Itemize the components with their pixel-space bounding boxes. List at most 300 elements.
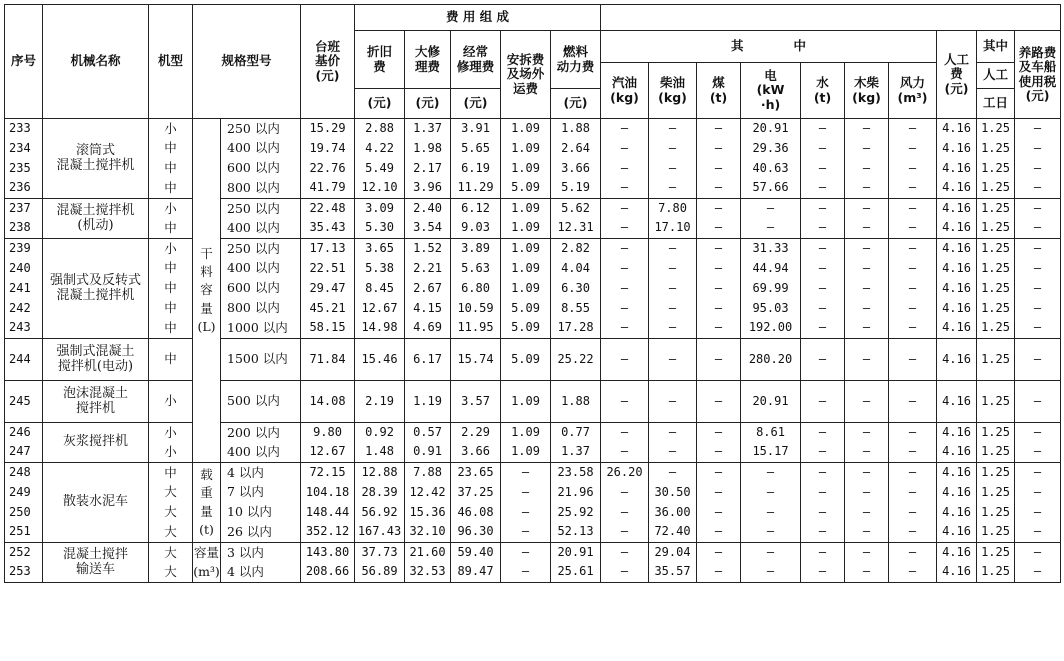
row-seq: 250 xyxy=(5,503,43,523)
cell-fuel: 5.19 xyxy=(551,179,601,199)
cell-mnt: 9.03 xyxy=(451,219,501,239)
cell-mnt: 6.80 xyxy=(451,279,501,299)
machine-name-line: 输送车 xyxy=(75,561,115,577)
table-row xyxy=(5,159,1061,179)
cell-dsl: — xyxy=(649,159,697,179)
header-line: 煤 xyxy=(712,75,725,91)
cell-base: 71.84 xyxy=(301,339,355,381)
cell-dsl: — xyxy=(649,179,697,199)
cell-wd: 1.25 xyxy=(977,299,1015,319)
machine-model: 大 xyxy=(149,543,193,563)
header-line: 燃料 xyxy=(563,44,589,60)
cell-elec: 192.00 xyxy=(741,319,801,339)
machine-model: 中 xyxy=(149,279,193,299)
cell-ovh: 1.52 xyxy=(405,239,451,259)
machine-name-line: (机动) xyxy=(77,217,114,233)
spec-value: 400 以内 xyxy=(221,219,301,239)
cell-wd: 1.25 xyxy=(977,503,1015,523)
cell-fuel: 1.88 xyxy=(551,381,601,423)
cell-coal: — xyxy=(697,239,741,259)
machine-model: 小 xyxy=(149,423,193,443)
cell-ins: — xyxy=(501,543,551,563)
cell-tax: — xyxy=(1015,299,1061,319)
cell-wind: — xyxy=(889,523,937,543)
cell-base: 22.51 xyxy=(301,259,355,279)
cell-base: 148.44 xyxy=(301,503,355,523)
header-depreciation xyxy=(355,31,405,89)
machine-model: 小 xyxy=(149,381,193,423)
cell-coal: — xyxy=(697,463,741,483)
cell-fuel: 1.37 xyxy=(551,443,601,463)
header-water xyxy=(801,63,845,119)
header-line: 大修 xyxy=(415,44,441,60)
cell-dsl: — xyxy=(649,463,697,483)
cell-dep: 12.67 xyxy=(355,299,405,319)
row-seq: 247 xyxy=(5,443,43,463)
header-blank xyxy=(601,5,1061,31)
table-row xyxy=(5,503,1061,523)
header-line: 经常 xyxy=(463,44,489,60)
cell-elec: — xyxy=(741,199,801,219)
cell-dep: 8.45 xyxy=(355,279,405,299)
cell-coal: — xyxy=(697,483,741,503)
machine-model: 中 xyxy=(149,159,193,179)
cell-elec: 95.03 xyxy=(741,299,801,319)
header-line: (kW xyxy=(756,82,785,98)
cell-gas: — xyxy=(601,139,649,159)
machine-name xyxy=(43,543,149,583)
cell-water: — xyxy=(801,423,845,443)
header-unit-fuel: (元) xyxy=(551,89,601,119)
spec-group-char: 量 xyxy=(200,503,213,519)
cell-wood: — xyxy=(845,543,889,563)
cell-base: 143.80 xyxy=(301,543,355,563)
cell-labor: 4.16 xyxy=(937,219,977,239)
table-row xyxy=(5,483,1061,503)
cell-ins: 1.09 xyxy=(501,219,551,239)
cell-wind: — xyxy=(889,503,937,523)
cell-wood: — xyxy=(845,483,889,503)
cell-mnt: 89.47 xyxy=(451,563,501,583)
header-unit-overhaul: (元) xyxy=(405,89,451,119)
cell-wind: — xyxy=(889,443,937,463)
cell-tax: — xyxy=(1015,443,1061,463)
cell-labor: 4.16 xyxy=(937,563,977,583)
cell-dsl: — xyxy=(649,443,697,463)
cell-ovh: 1.98 xyxy=(405,139,451,159)
machine-name-line: 灰浆搅拌机 xyxy=(62,434,128,450)
header-line: 使用税 xyxy=(1018,73,1057,89)
cell-mnt: 15.74 xyxy=(451,339,501,381)
spec-value: 7 以内 xyxy=(221,483,301,503)
cell-labor: 4.16 xyxy=(937,543,977,563)
cell-ovh: 12.42 xyxy=(405,483,451,503)
spec-group-char: 料 xyxy=(200,263,213,279)
machine-model: 小 xyxy=(149,119,193,139)
machine-name xyxy=(43,423,149,463)
cell-water: — xyxy=(801,319,845,339)
cell-fuel: 25.22 xyxy=(551,339,601,381)
cell-fuel: 17.28 xyxy=(551,319,601,339)
cell-base: 22.48 xyxy=(301,199,355,219)
spec-value: 400 以内 xyxy=(221,139,301,159)
header-line: 及车船 xyxy=(1018,59,1057,75)
cell-dsl: — xyxy=(649,423,697,443)
cell-base: 45.21 xyxy=(301,299,355,319)
cell-wood: — xyxy=(845,179,889,199)
header-fee-group: 费 用 组 成 xyxy=(355,5,601,31)
cell-tax: — xyxy=(1015,259,1061,279)
cell-dep: 15.46 xyxy=(355,339,405,381)
header-line: 汽油 xyxy=(612,75,638,91)
header-line: 基价 xyxy=(315,53,341,69)
cell-gas: — xyxy=(601,299,649,319)
cell-dsl: — xyxy=(649,259,697,279)
cell-wd: 1.25 xyxy=(977,339,1015,381)
cell-wind: — xyxy=(889,139,937,159)
cell-labor: 4.16 xyxy=(937,483,977,503)
machine-name xyxy=(43,239,149,339)
cell-tax: — xyxy=(1015,463,1061,483)
spec-group-char: 重 xyxy=(200,485,213,501)
table-row xyxy=(5,443,1061,463)
cell-gas: — xyxy=(601,219,649,239)
cell-water: — xyxy=(801,179,845,199)
table-row xyxy=(5,563,1061,583)
row-seq: 234 xyxy=(5,139,43,159)
cell-fuel: 4.04 xyxy=(551,259,601,279)
cell-fuel: 0.77 xyxy=(551,423,601,443)
header-fuel xyxy=(551,31,601,89)
cell-ovh: 4.69 xyxy=(405,319,451,339)
machine-model: 大 xyxy=(149,483,193,503)
cell-elec: — xyxy=(741,483,801,503)
table-row xyxy=(5,279,1061,299)
row-seq: 241 xyxy=(5,279,43,299)
header-line: (元) xyxy=(944,80,969,96)
header-row-1 xyxy=(5,5,1061,31)
cell-dsl: 7.80 xyxy=(649,199,697,219)
header-base-price xyxy=(301,5,355,119)
cell-wind: — xyxy=(889,339,937,381)
cell-labor: 4.16 xyxy=(937,199,977,219)
cell-tax: — xyxy=(1015,483,1061,503)
cell-wd: 1.25 xyxy=(977,319,1015,339)
cell-wind: — xyxy=(889,259,937,279)
cell-wood: — xyxy=(845,463,889,483)
cell-water: — xyxy=(801,443,845,463)
cell-mnt: 3.57 xyxy=(451,381,501,423)
cell-tax: — xyxy=(1015,523,1061,543)
machine-model: 小 xyxy=(149,239,193,259)
cell-gas: — xyxy=(601,503,649,523)
machine-name-line: 混凝土搅拌机 xyxy=(56,202,135,218)
cell-wd: 1.25 xyxy=(977,563,1015,583)
header-model: 机型 xyxy=(149,5,193,119)
cell-wind: — xyxy=(889,563,937,583)
cell-wind: — xyxy=(889,279,937,299)
cell-wood: — xyxy=(845,563,889,583)
cell-ovh: 1.37 xyxy=(405,119,451,139)
cell-wd: 1.25 xyxy=(977,443,1015,463)
spec-value: 500 以内 xyxy=(221,381,301,423)
cell-ovh: 2.17 xyxy=(405,159,451,179)
cell-elec: — xyxy=(741,563,801,583)
table-row xyxy=(5,139,1061,159)
cell-labor: 4.16 xyxy=(937,239,977,259)
cell-dsl: 29.04 xyxy=(649,543,697,563)
cell-water: — xyxy=(801,119,845,139)
cell-ins: 5.09 xyxy=(501,299,551,319)
cell-coal: — xyxy=(697,139,741,159)
cell-fuel: 6.30 xyxy=(551,279,601,299)
header-among: 其 中 xyxy=(601,31,937,63)
cell-dep: 5.38 xyxy=(355,259,405,279)
cell-fuel: 25.92 xyxy=(551,503,601,523)
table-row xyxy=(5,339,1061,381)
cell-labor: 4.16 xyxy=(937,381,977,423)
cell-ins: 1.09 xyxy=(501,119,551,139)
cell-water: — xyxy=(801,239,845,259)
cell-dsl: — xyxy=(649,319,697,339)
cell-coal: — xyxy=(697,199,741,219)
spec-value: 4 以内 xyxy=(221,463,301,483)
spec-value: 26 以内 xyxy=(221,523,301,543)
header-line: 理费 xyxy=(415,58,441,74)
cell-ovh: 3.54 xyxy=(405,219,451,239)
row-seq: 251 xyxy=(5,523,43,543)
cell-wood: — xyxy=(845,299,889,319)
machine-name xyxy=(43,381,149,423)
machine-model: 中 xyxy=(149,319,193,339)
cell-ins: 1.09 xyxy=(501,423,551,443)
cell-elec: — xyxy=(741,463,801,483)
cell-coal: — xyxy=(697,119,741,139)
cell-elec: 29.36 xyxy=(741,139,801,159)
cell-dsl: — xyxy=(649,339,697,381)
cell-ovh: 21.60 xyxy=(405,543,451,563)
header-line: (元) xyxy=(315,67,340,83)
cell-ins: 1.09 xyxy=(501,159,551,179)
header-line: 费 xyxy=(950,66,963,82)
cell-water: — xyxy=(801,523,845,543)
cell-water: — xyxy=(801,543,845,563)
machine-name-line: 混凝土搅拌机 xyxy=(56,157,135,173)
cell-ins: 1.09 xyxy=(501,381,551,423)
machine-model: 大 xyxy=(149,523,193,543)
cell-tax: — xyxy=(1015,423,1061,443)
cell-gas: — xyxy=(601,381,649,423)
cell-fuel: 1.88 xyxy=(551,119,601,139)
cell-coal: — xyxy=(697,319,741,339)
header-labor xyxy=(937,31,977,119)
cell-base: 9.80 xyxy=(301,423,355,443)
cell-elec: — xyxy=(741,503,801,523)
header-seq: 序号 xyxy=(5,5,43,119)
spec-group-char: 干 xyxy=(200,245,213,261)
cell-dsl: — xyxy=(649,239,697,259)
spec-group-char: 载 xyxy=(200,466,213,482)
header-line: (kg) xyxy=(658,89,687,105)
cell-wood: — xyxy=(845,503,889,523)
cell-ins: 1.09 xyxy=(501,443,551,463)
cell-gas: — xyxy=(601,543,649,563)
cell-gas: — xyxy=(601,319,649,339)
cell-ovh: 15.36 xyxy=(405,503,451,523)
cell-gas: — xyxy=(601,339,649,381)
cell-tax: — xyxy=(1015,279,1061,299)
header-line: 修理费 xyxy=(456,58,495,74)
header-line: 电 xyxy=(764,67,777,83)
cell-coal: — xyxy=(697,443,741,463)
cell-elec: — xyxy=(741,523,801,543)
machine-model: 中 xyxy=(149,139,193,159)
cell-wood: — xyxy=(845,319,889,339)
row-seq: 237 xyxy=(5,199,43,219)
cell-dep: 12.10 xyxy=(355,179,405,199)
machine-name xyxy=(43,339,149,381)
cell-water: — xyxy=(801,199,845,219)
table-row xyxy=(5,543,1061,563)
cell-mnt: 5.65 xyxy=(451,139,501,159)
cell-elec: 40.63 xyxy=(741,159,801,179)
cell-elec: 57.66 xyxy=(741,179,801,199)
cell-gas: — xyxy=(601,259,649,279)
cell-tax: — xyxy=(1015,381,1061,423)
header-line: 水 xyxy=(816,75,829,91)
cell-base: 41.79 xyxy=(301,179,355,199)
cell-wd: 1.25 xyxy=(977,523,1015,543)
cell-wd: 1.25 xyxy=(977,543,1015,563)
cell-wind: — xyxy=(889,463,937,483)
header-coal xyxy=(697,63,741,119)
spec-value: 3 以内 xyxy=(221,543,301,563)
cell-base: 58.15 xyxy=(301,319,355,339)
cell-mnt: 6.19 xyxy=(451,159,501,179)
cell-fuel: 20.91 xyxy=(551,543,601,563)
cell-water: — xyxy=(801,339,845,381)
cell-water: — xyxy=(801,219,845,239)
cell-ins: — xyxy=(501,523,551,543)
spec-value: 4 以内 xyxy=(221,563,301,583)
row-seq: 242 xyxy=(5,299,43,319)
cell-ins: — xyxy=(501,463,551,483)
cell-water: — xyxy=(801,279,845,299)
cell-wood: — xyxy=(845,339,889,381)
cell-gas: — xyxy=(601,443,649,463)
cell-mnt: 3.89 xyxy=(451,239,501,259)
cell-labor: 4.16 xyxy=(937,119,977,139)
header-install xyxy=(501,31,551,119)
cell-ovh: 7.88 xyxy=(405,463,451,483)
machine-name-line: 强制式及反转式 xyxy=(49,272,141,288)
cell-ovh: 32.53 xyxy=(405,563,451,583)
cell-mnt: 2.29 xyxy=(451,423,501,443)
cell-fuel: 21.96 xyxy=(551,483,601,503)
cell-wind: — xyxy=(889,381,937,423)
header-line: 人工 xyxy=(944,51,970,67)
cell-dsl: — xyxy=(649,119,697,139)
cell-wood: — xyxy=(845,159,889,179)
cell-wood: — xyxy=(845,119,889,139)
cell-ovh: 2.21 xyxy=(405,259,451,279)
cell-coal: — xyxy=(697,339,741,381)
cell-dep: 56.89 xyxy=(355,563,405,583)
spec-value: 600 以内 xyxy=(221,159,301,179)
machine-model: 中 xyxy=(149,219,193,239)
cell-fuel: 12.31 xyxy=(551,219,601,239)
cell-water: — xyxy=(801,381,845,423)
cell-wind: — xyxy=(889,159,937,179)
cell-base: 104.18 xyxy=(301,483,355,503)
cell-mnt: 3.91 xyxy=(451,119,501,139)
cell-elec: 20.91 xyxy=(741,381,801,423)
cell-base: 352.12 xyxy=(301,523,355,543)
cell-labor: 4.16 xyxy=(937,339,977,381)
cell-ins: 5.09 xyxy=(501,319,551,339)
header-line: ·h) xyxy=(760,96,781,112)
cell-coal: — xyxy=(697,503,741,523)
row-seq: 246 xyxy=(5,423,43,443)
cell-wind: — xyxy=(889,543,937,563)
cell-dsl: 36.00 xyxy=(649,503,697,523)
cell-labor: 4.16 xyxy=(937,463,977,483)
cell-dsl: 17.10 xyxy=(649,219,697,239)
cell-gas: — xyxy=(601,119,649,139)
table-row xyxy=(5,463,1061,483)
cell-mnt: 37.25 xyxy=(451,483,501,503)
cell-wd: 1.25 xyxy=(977,139,1015,159)
cell-fuel: 52.13 xyxy=(551,523,601,543)
cell-labor: 4.16 xyxy=(937,523,977,543)
spec-value: 1000 以内 xyxy=(221,319,301,339)
row-seq: 249 xyxy=(5,483,43,503)
cell-water: — xyxy=(801,483,845,503)
table-row xyxy=(5,381,1061,423)
cell-wd: 1.25 xyxy=(977,279,1015,299)
header-road-tax xyxy=(1015,31,1061,119)
spec-value: 400 以内 xyxy=(221,443,301,463)
cell-wind: — xyxy=(889,219,937,239)
spec-value: 200 以内 xyxy=(221,423,301,443)
cell-mnt: 96.30 xyxy=(451,523,501,543)
cell-coal: — xyxy=(697,219,741,239)
cell-coal: — xyxy=(697,179,741,199)
machine-model: 中 xyxy=(149,299,193,319)
machine-name-line: 混凝土搅拌 xyxy=(62,546,128,562)
machine-model: 中 xyxy=(149,463,193,483)
cell-ins: — xyxy=(501,483,551,503)
cell-labor: 4.16 xyxy=(937,139,977,159)
cell-labor: 4.16 xyxy=(937,319,977,339)
cell-labor: 4.16 xyxy=(937,159,977,179)
cell-mnt: 11.95 xyxy=(451,319,501,339)
table-row xyxy=(5,523,1061,543)
cell-mnt: 10.59 xyxy=(451,299,501,319)
cell-ovh: 6.17 xyxy=(405,339,451,381)
cell-tax: — xyxy=(1015,119,1061,139)
cell-wood: — xyxy=(845,239,889,259)
cell-wind: — xyxy=(889,199,937,219)
cell-wood: — xyxy=(845,139,889,159)
row-seq: 248 xyxy=(5,463,43,483)
cell-elec: 31.33 xyxy=(741,239,801,259)
cell-wind: — xyxy=(889,483,937,503)
cell-dep: 5.30 xyxy=(355,219,405,239)
cell-tax: — xyxy=(1015,563,1061,583)
table-row xyxy=(5,239,1061,259)
row-seq: 244 xyxy=(5,339,43,381)
